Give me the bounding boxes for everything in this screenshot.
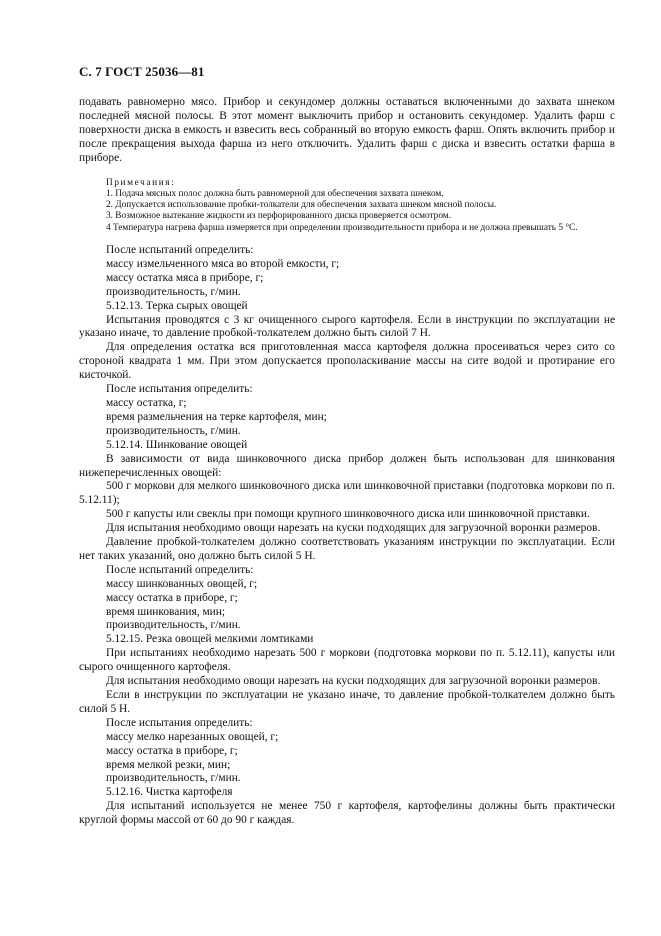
paragraph: После испытаний определить: [106, 563, 254, 576]
note-item: 2. Допускается использование пробки-толкатели для обеспечения захвата шнеком мясной полосы. [106, 200, 497, 211]
list-item: производительность, г/мин. [106, 285, 241, 298]
note-item: 3. Возможное вытекание жидкости из перфорированного диска проверяется осмотром. [106, 211, 451, 222]
note-item: 1. Подача мясных полос должна быть равномерной для обеспечения захвата шнеком. [106, 188, 444, 199]
notes-heading: Примечания: [106, 177, 176, 188]
paragraph: Если в инструкции по эксплуатации не указано иначе, то давление пробкой-толкателем должно быть силой 5 Н. [79, 689, 615, 715]
list-item: массу измельченного мяса во второй емкости, г; [106, 257, 340, 270]
section-heading: 5.12.14. Шинкование овощей [106, 438, 248, 451]
section-heading: 5.12.15. Резка овощей мелкими ломтиками [106, 633, 314, 646]
paragraph: Давление пробкой-толкателем должно соответствовать указаниям инструкции по эксплуатации. Если нет таких указаний, оно должно быть силой 5 Н. [79, 536, 615, 562]
section-heading: 5.12.13. Терка сырых овощей [106, 299, 248, 312]
list-item: производительность, г/мин. [106, 772, 241, 785]
paragraph: В зависимости от вида шинковочного диска прибор должен быть использован для шинкования нижеперечисленных овощей: [79, 452, 615, 479]
paragraph: После испытания определить: [106, 383, 253, 396]
list-item: время мелкой резки, мин; [106, 758, 231, 771]
intro-paragraph: подавать равномерно мясо. Прибор и секундомер должны оставаться включенными до захвата шнеком последней мясной полосы. В этот момент выключить прибор и остановить секундомер. Удалить фарш с поверхности диска в емкость и взвесить весь собранный во вторую емкость фарш. Опять включить прибор и после прекращения выхода фарша из него отключить. Удалить фарш с диска и взвесить остатки фарша в приборе. [79, 96, 615, 164]
paragraph: После испытаний определить: [106, 244, 254, 257]
list-item: массу остатка в приборе, г; [106, 591, 238, 604]
paragraph: Для определения остатка вся приготовленная масса картофеля должна просеиваться через сито со стороной квадрата 1 мм. При этом допускается прополаскивание массы на сите водой и протирание его кисточкой. [79, 341, 615, 382]
section-heading: 5.12.16. Чистка картофеля [106, 786, 233, 799]
document-body [79, 96, 615, 828]
list-item: массу остатка мяса в приборе, г; [106, 271, 264, 284]
paragraph: Для испытания необходимо овощи нарезать на куски подходящих для загрузочной воронки размеров. [106, 675, 601, 688]
note-item: 4 Температура нагрева фарша измеряется при определении производительности прибора и не должна превышать 5 °С. [106, 222, 578, 233]
list-item: массу остатка в приборе, г; [106, 744, 238, 757]
paragraph: 500 г моркови для мелкого шинковочного диска или шинковочной приставки (подготовка моркови по п. 5.12.11); [79, 480, 615, 507]
notes-block [79, 178, 615, 234]
list-item: массу мелко нарезанных овощей, г; [106, 730, 279, 743]
page-header: С. 7 ГОСТ 25036—81 [79, 64, 205, 79]
list-item: время шинкования, мин; [106, 605, 226, 618]
paragraph: Испытания проводятся с 3 кг очищенного сырого картофеля. Если в инструкции по эксплуатации не указано иначе, то давление пробкой-толкателем должно быть силой 7 Н. [79, 313, 615, 340]
list-item: производительность, г/мин. [106, 424, 241, 437]
paragraph: Для испытаний используется не менее 750 г картофеля, картофелины должны быть практически круглой формы массой от 60 до 90 г каждая. [79, 800, 615, 827]
paragraph: 500 г капусты или свеклы при помощи крупного шинковочного диска или шинковочной приставки. [106, 508, 590, 521]
paragraph: После испытания определить: [106, 716, 253, 729]
list-item: время размельчения на терке картофеля, мин; [106, 410, 327, 423]
list-item: производительность, г/мин. [106, 619, 241, 632]
list-item: массу шинкованных овощей, г; [106, 577, 258, 590]
paragraph: При испытаниях необходимо нарезать 500 г моркови (подготовка моркови по п. 5.12.11), капусты или сырого очищенного картофеля. [79, 647, 615, 674]
list-item: массу остатка, г; [106, 396, 187, 409]
paragraph: Для испытания необходимо овощи нарезать на куски подходящих для загрузочной воронки размеров. [106, 522, 601, 535]
